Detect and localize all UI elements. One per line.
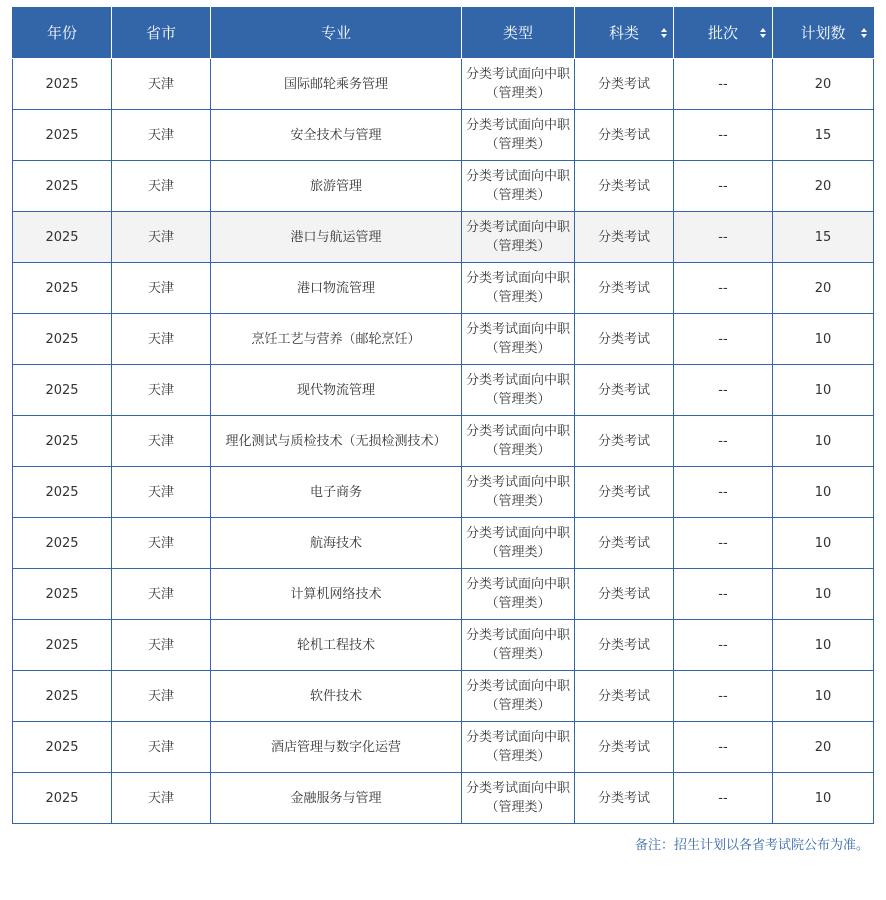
cell-plan-count: 15 [773, 212, 874, 263]
cell-type: 分类考试面向中职（管理类） [462, 569, 575, 620]
table-row [13, 773, 874, 824]
cell-type: 分类考试面向中职（管理类） [462, 161, 575, 212]
column-header-year: 年份 [13, 7, 112, 59]
admission-plan-table [12, 7, 874, 824]
cell-province: 天津 [112, 569, 211, 620]
cell-year: 2025 [13, 722, 112, 773]
cell-subject: 分类考试 [575, 416, 674, 467]
table-row [13, 518, 874, 569]
cell-batch: -- [674, 620, 773, 671]
cell-batch: -- [674, 518, 773, 569]
cell-province: 天津 [112, 518, 211, 569]
cell-batch: -- [674, 161, 773, 212]
cell-type: 分类考试面向中职（管理类） [462, 263, 575, 314]
cell-major: 航海技术 [211, 518, 462, 569]
cell-plan-count: 10 [773, 314, 874, 365]
cell-year: 2025 [13, 365, 112, 416]
cell-major: 金融服务与管理 [211, 773, 462, 824]
cell-type: 分类考试面向中职（管理类） [462, 416, 575, 467]
cell-plan-count: 20 [773, 722, 874, 773]
cell-province: 天津 [112, 59, 211, 110]
table-row [13, 671, 874, 722]
cell-province: 天津 [112, 161, 211, 212]
cell-year: 2025 [13, 161, 112, 212]
cell-province: 天津 [112, 263, 211, 314]
cell-batch: -- [674, 212, 773, 263]
cell-type: 分类考试面向中职（管理类） [462, 722, 575, 773]
cell-major: 现代物流管理 [211, 365, 462, 416]
cell-type: 分类考试面向中职（管理类） [462, 518, 575, 569]
cell-year: 2025 [13, 59, 112, 110]
cell-type: 分类考试面向中职（管理类） [462, 467, 575, 518]
cell-province: 天津 [112, 212, 211, 263]
cell-type: 分类考试面向中职（管理类） [462, 212, 575, 263]
table-row [13, 467, 874, 518]
cell-plan-count: 20 [773, 59, 874, 110]
cell-year: 2025 [13, 569, 112, 620]
cell-subject: 分类考试 [575, 59, 674, 110]
cell-subject: 分类考试 [575, 110, 674, 161]
table-row [13, 161, 874, 212]
cell-type: 分类考试面向中职（管理类） [462, 365, 575, 416]
cell-subject: 分类考试 [575, 161, 674, 212]
cell-year: 2025 [13, 671, 112, 722]
cell-province: 天津 [112, 773, 211, 824]
cell-type: 分类考试面向中职（管理类） [462, 59, 575, 110]
cell-batch: -- [674, 416, 773, 467]
column-header-type: 类型 [462, 7, 575, 59]
cell-major: 旅游管理 [211, 161, 462, 212]
cell-type: 分类考试面向中职（管理类） [462, 110, 575, 161]
footnote-remark: 备注：招生计划以各省考试院公布为准。 [634, 838, 869, 853]
cell-province: 天津 [112, 110, 211, 161]
cell-batch: -- [674, 59, 773, 110]
cell-province: 天津 [112, 620, 211, 671]
cell-province: 天津 [112, 314, 211, 365]
column-header-batch[interactable]: 批次 [674, 7, 773, 59]
cell-subject: 分类考试 [575, 212, 674, 263]
cell-plan-count: 20 [773, 263, 874, 314]
cell-year: 2025 [13, 518, 112, 569]
cell-plan-count: 10 [773, 365, 874, 416]
cell-year: 2025 [13, 773, 112, 824]
cell-plan-count: 10 [773, 467, 874, 518]
admission-plan-table-container [12, 7, 873, 824]
table-row [13, 110, 874, 161]
table-row [13, 365, 874, 416]
cell-major: 烹饪工艺与营养（邮轮烹饪） [211, 314, 462, 365]
table-row [13, 620, 874, 671]
cell-type: 分类考试面向中职（管理类） [462, 773, 575, 824]
cell-plan-count: 10 [773, 620, 874, 671]
cell-subject: 分类考试 [575, 314, 674, 365]
cell-major: 酒店管理与数字化运营 [211, 722, 462, 773]
table-body [13, 59, 874, 824]
cell-year: 2025 [13, 263, 112, 314]
cell-year: 2025 [13, 620, 112, 671]
cell-subject: 分类考试 [575, 569, 674, 620]
cell-subject: 分类考试 [575, 518, 674, 569]
table-row [13, 212, 874, 263]
sort-icon[interactable] [760, 28, 766, 38]
cell-plan-count: 20 [773, 161, 874, 212]
cell-batch: -- [674, 314, 773, 365]
cell-batch: -- [674, 671, 773, 722]
cell-province: 天津 [112, 365, 211, 416]
cell-major: 电子商务 [211, 467, 462, 518]
cell-plan-count: 15 [773, 110, 874, 161]
column-header-plan-count[interactable]: 计划数 [773, 7, 874, 59]
table-row [13, 416, 874, 467]
cell-subject: 分类考试 [575, 722, 674, 773]
table-row [13, 314, 874, 365]
cell-major: 软件技术 [211, 671, 462, 722]
cell-year: 2025 [13, 467, 112, 518]
table-row [13, 569, 874, 620]
table-row [13, 722, 874, 773]
table-row [13, 263, 874, 314]
cell-subject: 分类考试 [575, 620, 674, 671]
cell-subject: 分类考试 [575, 365, 674, 416]
cell-plan-count: 10 [773, 569, 874, 620]
column-header-province: 省市 [112, 7, 211, 59]
table-row [13, 59, 874, 110]
column-header-major: 专业 [211, 7, 462, 59]
sort-icon[interactable] [661, 28, 667, 38]
cell-year: 2025 [13, 314, 112, 365]
cell-batch: -- [674, 569, 773, 620]
cell-batch: -- [674, 365, 773, 416]
cell-batch: -- [674, 722, 773, 773]
sort-icon[interactable] [861, 28, 867, 38]
cell-major: 港口物流管理 [211, 263, 462, 314]
cell-major: 计算机网络技术 [211, 569, 462, 620]
cell-province: 天津 [112, 722, 211, 773]
cell-batch: -- [674, 110, 773, 161]
cell-plan-count: 10 [773, 518, 874, 569]
cell-major: 国际邮轮乘务管理 [211, 59, 462, 110]
column-header-subject[interactable]: 科类 [575, 7, 674, 59]
cell-plan-count: 10 [773, 773, 874, 824]
cell-batch: -- [674, 773, 773, 824]
cell-province: 天津 [112, 416, 211, 467]
cell-province: 天津 [112, 671, 211, 722]
cell-province: 天津 [112, 467, 211, 518]
cell-subject: 分类考试 [575, 263, 674, 314]
table-header-row [13, 7, 874, 59]
cell-year: 2025 [13, 212, 112, 263]
cell-subject: 分类考试 [575, 671, 674, 722]
cell-plan-count: 10 [773, 671, 874, 722]
cell-year: 2025 [13, 416, 112, 467]
cell-subject: 分类考试 [575, 773, 674, 824]
cell-plan-count: 10 [773, 416, 874, 467]
cell-subject: 分类考试 [575, 467, 674, 518]
cell-year: 2025 [13, 110, 112, 161]
cell-batch: -- [674, 263, 773, 314]
cell-major: 轮机工程技术 [211, 620, 462, 671]
cell-major: 港口与航运管理 [211, 212, 462, 263]
cell-type: 分类考试面向中职（管理类） [462, 620, 575, 671]
cell-type: 分类考试面向中职（管理类） [462, 314, 575, 365]
cell-major: 理化测试与质检技术（无损检测技术） [211, 416, 462, 467]
cell-major: 安全技术与管理 [211, 110, 462, 161]
cell-type: 分类考试面向中职（管理类） [462, 671, 575, 722]
cell-batch: -- [674, 467, 773, 518]
